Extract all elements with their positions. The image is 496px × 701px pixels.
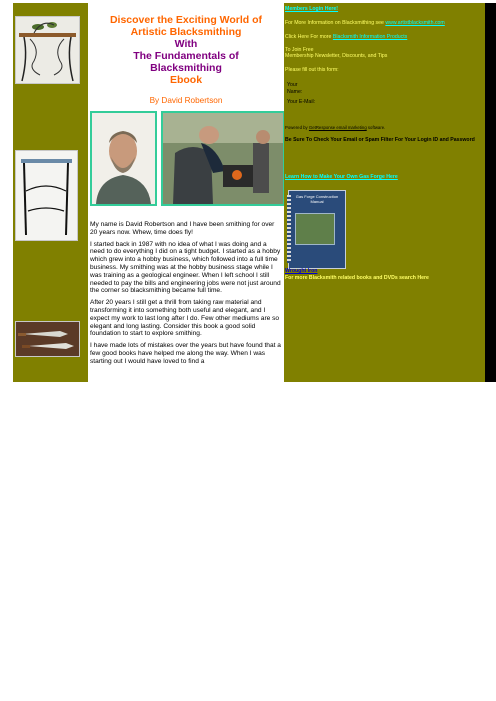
headline-line-2: Artistic Blacksmithing (130, 26, 242, 38)
click-here-text: Click Here For more (285, 34, 332, 40)
powered-by-suffix: software. (367, 125, 386, 130)
headline-line-5: Blacksmithing (150, 62, 222, 74)
headline-line-1: Discover the Exciting World of (109, 14, 263, 26)
headline-line-4: The Fundamentals of (133, 50, 239, 62)
more-info-line (285, 20, 483, 26)
paragraph-3: After 20 years I still get a thrill from taking raw material and transforming it into something both useful and elegant, and I expect my work to last long after I do. Few other mediums are so elegant and long lasting. Consider this book a good solid foundation to start to explore smithing. (90, 299, 280, 338)
more-books-link[interactable]: For more Blacksmith related books and DVDs search Here (285, 275, 429, 281)
powered-by-line (285, 125, 483, 131)
gas-forge-manual-cover[interactable] (288, 190, 346, 269)
members-login-link[interactable]: Members Login Here! (285, 6, 339, 12)
iron-side-table-photo (15, 150, 78, 241)
paragraph-1: My name is David Robertson and I have been smithing for over 20 years now. Whew, time does fly! (90, 221, 275, 236)
getresponse-link[interactable]: GetResponse email marketing (308, 125, 367, 130)
page-frame (13, 3, 496, 382)
forge-demonstration-photo (161, 111, 284, 206)
powered-by-prefix: Powered by (285, 125, 308, 130)
book-cover-image (295, 213, 335, 245)
name-label-2: Name: (287, 89, 303, 95)
headline-line-3: With (174, 38, 198, 50)
wrought-iron-link[interactable]: Wrought Iron (285, 268, 318, 274)
gas-forge-link[interactable]: Learn How to Make Your Own Gas Forge Here (285, 174, 398, 180)
book-spiral-binding (287, 195, 291, 263)
spam-notice: Be Sure To Check Your Email or Spam Filter For Your Login ID and Password (285, 137, 475, 143)
right-sidebar (284, 3, 485, 382)
artistblacksmith-link[interactable]: www.artistblacksmith.com (385, 20, 445, 26)
join-line-2: Membership Newsletter, Discounts, and Tips (285, 53, 388, 59)
info-products-link[interactable]: Blacksmith Information Products (332, 34, 408, 40)
main-content (88, 3, 284, 382)
paragraph-4: I have made lots of mistakes over the years but have found that a few good books have helped me along the way. When I was starting out I would have loved to find a (90, 342, 281, 365)
click-here-line (285, 34, 483, 40)
book-cover-title: Gas Forge Construction Manual (295, 194, 339, 204)
paragraph-2: I started back in 1987 with no idea of what I was doing and a need to do everything I did on a tight budget. I started as a hobby which grew into a hobby business, which followed into a full time business. My smithing was at the hobby business stage while I was training as a geological engineer. When I left school I still needed to pay the bills and engineering jobs were not just around the corner so blacksmithing became full time. (90, 240, 281, 295)
author-byline: By David Robertson (149, 96, 223, 105)
join-line-1: To Join Free (285, 47, 314, 53)
left-image-column (13, 3, 88, 382)
author-portrait-photo (90, 111, 157, 206)
email-label: Your E-Mail: (287, 99, 316, 105)
name-label-1: Your (287, 82, 298, 88)
fill-form-text: Please fill out this form: (285, 67, 339, 73)
forged-knives-photo (15, 321, 80, 357)
intro-text (90, 221, 282, 370)
iron-console-table-photo (15, 16, 80, 84)
more-info-text: For More Information on Blacksmithing see (285, 20, 384, 26)
headline-line-6: Ebook (169, 74, 203, 86)
